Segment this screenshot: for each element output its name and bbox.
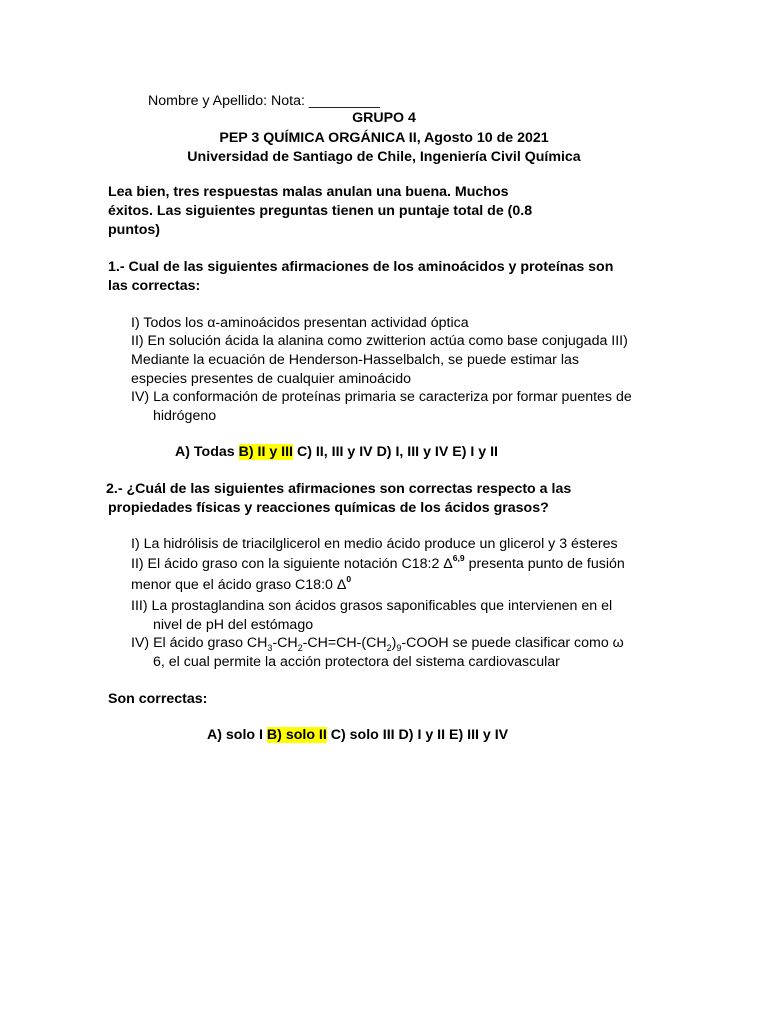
instructions-line-3: puntos) [108, 222, 161, 238]
q2-answer-options [207, 726, 508, 744]
q2-statement-2 [131, 555, 625, 573]
q2-statement-4 [131, 634, 624, 652]
q1-statement-4-cont: hidrógeno [153, 408, 217, 424]
question-2-title-cont: propiedades físicas y reacciones químicas de los ácidos grasos? [108, 500, 549, 516]
formula-subscript: 9 [396, 642, 402, 653]
q2-option-b-highlighted: B) solo II [266, 727, 327, 743]
question-2-title: 2.- ¿Cuál de las siguientes afirmaciones son correctas respecto a las [106, 481, 572, 497]
instructions-line-2: éxitos. Las siguientes preguntas tienen un puntaje total de (0.8 [108, 203, 533, 219]
q2-statement-2-end: presenta punto de fusión [464, 556, 625, 572]
formula-part: ) [391, 635, 397, 651]
formula-part: -CH [272, 635, 298, 651]
q1-statement-3: Mediante la ecuación de Henderson-Hasselbalch, se puede estimar las [131, 352, 579, 368]
q1-option-a: A) Todas [175, 444, 239, 460]
son-correctas-label: Son correctas: [108, 691, 208, 707]
university-line: Universidad de Santiago de Chile, Ingeniería Civil Química [187, 149, 581, 165]
formula-part: -COOH se puede clasificar como ω [401, 635, 624, 651]
q2-superscript-0: 0 [346, 574, 352, 585]
name-grade-line: Nombre y Apellido: Nota: _________ [148, 93, 380, 109]
q2-statement-3: III) La prostaglandina son ácidos grasos saponificables que intervienen en el [131, 598, 613, 614]
formula-part: -CH=CH-(CH [302, 635, 387, 651]
q2-statement-2-text: II) El ácido graso con la siguiente notación C18:2 Δ [131, 556, 453, 572]
instructions-line-1: Lea bien, tres respuestas malas anulan una buena. Muchos [108, 184, 509, 200]
group-label: GRUPO 4 [352, 110, 416, 126]
formula-subscript: 2 [386, 642, 392, 653]
q1-options-c-e: C) II, III y IV D) I, III y IV E) I y II [293, 444, 498, 460]
formula-part: IV) El ácido graso CH [131, 635, 268, 651]
question-1-title-cont: las correctas: [108, 278, 201, 294]
q1-option-b-highlighted: B) II y III [238, 444, 293, 460]
q1-statement-4: IV) La conformación de proteínas primaria se caracteriza por formar puentes de [131, 389, 632, 405]
q1-statement-3-cont: especies presentes de cualquier aminoácido [131, 371, 411, 387]
q2-options-c-e: C) solo III D) I y II E) III y IV [326, 727, 509, 743]
q1-answer-options [175, 443, 498, 461]
q2-option-a: A) solo I [207, 727, 267, 743]
q2-statement-4-cont: 6, el cual permite la acción protectora del sistema cardiovascular [153, 654, 560, 670]
q2-statement-2-cont-text: menor que el ácido graso C18:0 Δ [131, 577, 347, 593]
q1-statement-2: II) En solución ácida la alanina como zwitterion actúa como base conjugada III) [131, 333, 628, 349]
q2-statement-2-cont [131, 576, 351, 594]
q2-statement-1: I) La hidrólisis de triacilglicerol en medio ácido produce un glicerol y 3 ésteres [131, 536, 618, 552]
formula-subscript: 3 [267, 642, 273, 653]
q1-statement-1: I) Todos los α-aminoácidos presentan actividad óptica [131, 315, 469, 331]
formula-subscript: 2 [297, 642, 303, 653]
q2-statement-3-cont: nivel de pH del estómago [153, 617, 314, 633]
question-1-title: 1.- Cual de las siguientes afirmaciones de los aminoácidos y proteínas son [108, 259, 614, 275]
q2-superscript-69: 6,9 [452, 553, 465, 564]
exam-title: PEP 3 QUÍMICA ORGÁNICA II, Agosto 10 de 2021 [219, 130, 549, 146]
